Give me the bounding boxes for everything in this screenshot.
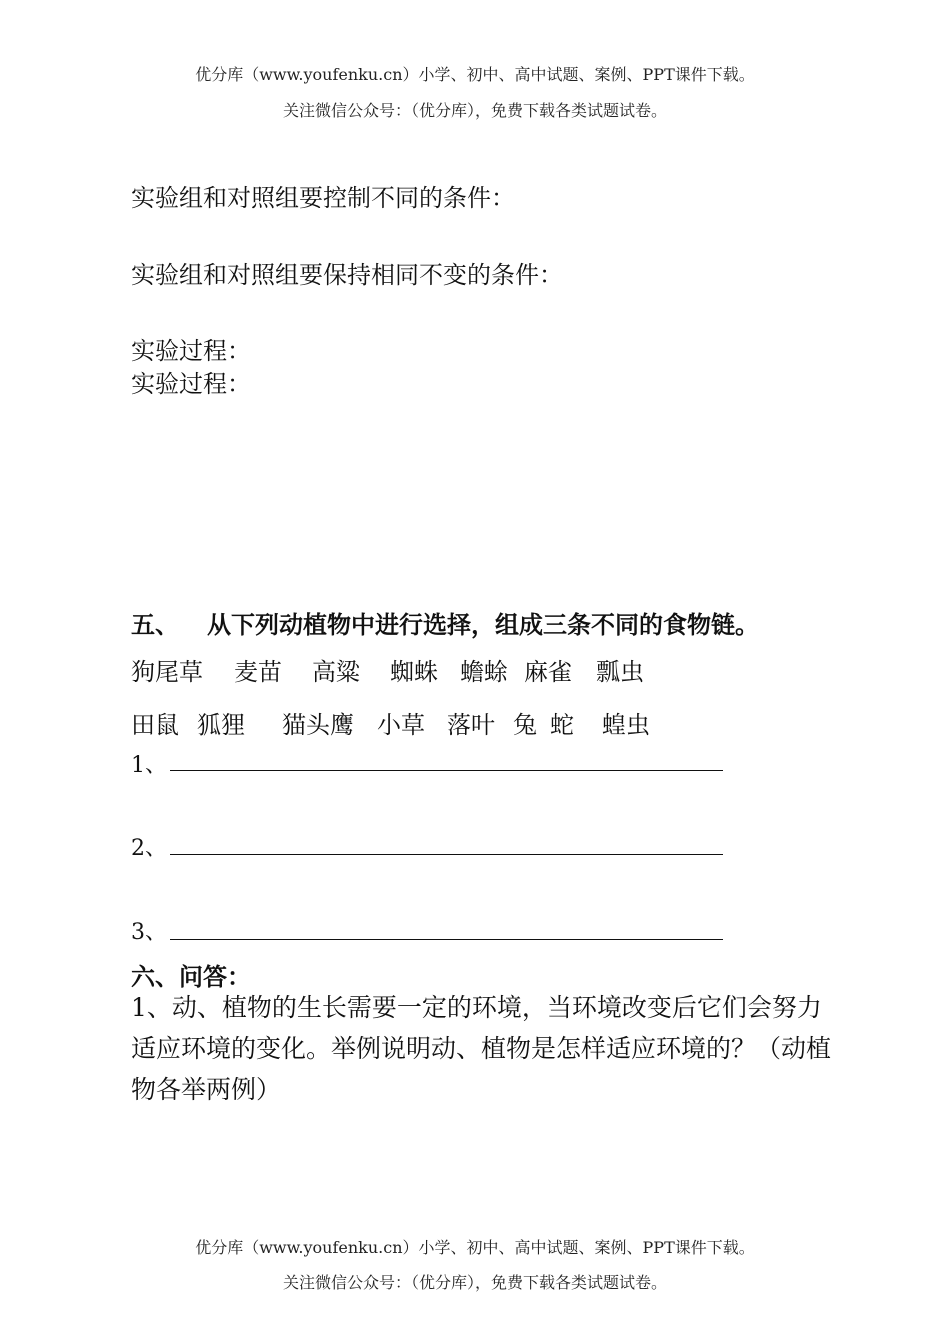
species-item: 蝗虫 bbox=[602, 711, 650, 739]
food-chain-answer-line-2[interactable] bbox=[170, 854, 723, 855]
same-conditions-prompt: 实验组和对照组要保持相同不变的条件： bbox=[131, 261, 563, 289]
species-item: 猫头鹰 bbox=[282, 711, 354, 739]
footer-line-2: 关注微信公众号：（优分库），免费下载各类试题试卷。 bbox=[282, 1273, 667, 1292]
species-item: 田鼠 bbox=[131, 711, 179, 739]
food-chain-label-2: 2、 bbox=[131, 836, 167, 861]
species-item: 蟾蜍 bbox=[460, 658, 508, 686]
section-5-number: 五、 bbox=[131, 610, 179, 639]
species-item: 瓢虫 bbox=[596, 658, 644, 686]
species-item: 狗尾草 bbox=[131, 658, 203, 686]
section-6-question: 1、动、植物的生长需要一定的环境，当环境改变后它们会努力适应环境的变化。举例说明动、植物是怎样适应环境的？（动植物各举两例） bbox=[131, 993, 832, 1104]
species-row-1 bbox=[0, 652, 950, 686]
food-chain-label-3: 3、 bbox=[131, 920, 167, 945]
species-item: 狐狸 bbox=[197, 711, 245, 739]
food-chain-label-1: 1、 bbox=[131, 753, 167, 778]
experiment-process-prompt: 实验过程： bbox=[131, 337, 251, 365]
food-chain-answer-line-1[interactable] bbox=[170, 770, 723, 771]
different-conditions-prompt: 实验组和对照组要控制不同的条件： bbox=[131, 184, 515, 212]
experiment-process-prompt-repeat: 实验过程： bbox=[131, 370, 251, 398]
section-6-title: 六、问答： bbox=[131, 962, 251, 991]
species-item: 蛇 bbox=[550, 711, 574, 739]
species-row-2 bbox=[0, 705, 950, 739]
species-item: 麦苗 bbox=[234, 658, 282, 686]
species-item: 蜘蛛 bbox=[390, 658, 438, 686]
header-line-1: 优分库（www.youfenku.cn）小学、初中、高中试题、案例、PPT课件下载。 bbox=[195, 65, 755, 84]
species-item: 小草 bbox=[377, 711, 425, 739]
footer-line-1: 优分库（www.youfenku.cn）小学、初中、高中试题、案例、PPT课件下载。 bbox=[195, 1238, 755, 1257]
species-item: 落叶 bbox=[447, 711, 495, 739]
food-chain-answer-line-3[interactable] bbox=[170, 939, 723, 940]
species-item: 高粱 bbox=[312, 658, 360, 686]
species-item: 麻雀 bbox=[524, 658, 572, 686]
species-item: 兔 bbox=[513, 711, 537, 739]
header-line-2: 关注微信公众号：（优分库），免费下载各类试题试卷。 bbox=[282, 101, 667, 120]
section-5-title: 从下列动植物中进行选择，组成三条不同的食物链。 bbox=[207, 610, 759, 639]
